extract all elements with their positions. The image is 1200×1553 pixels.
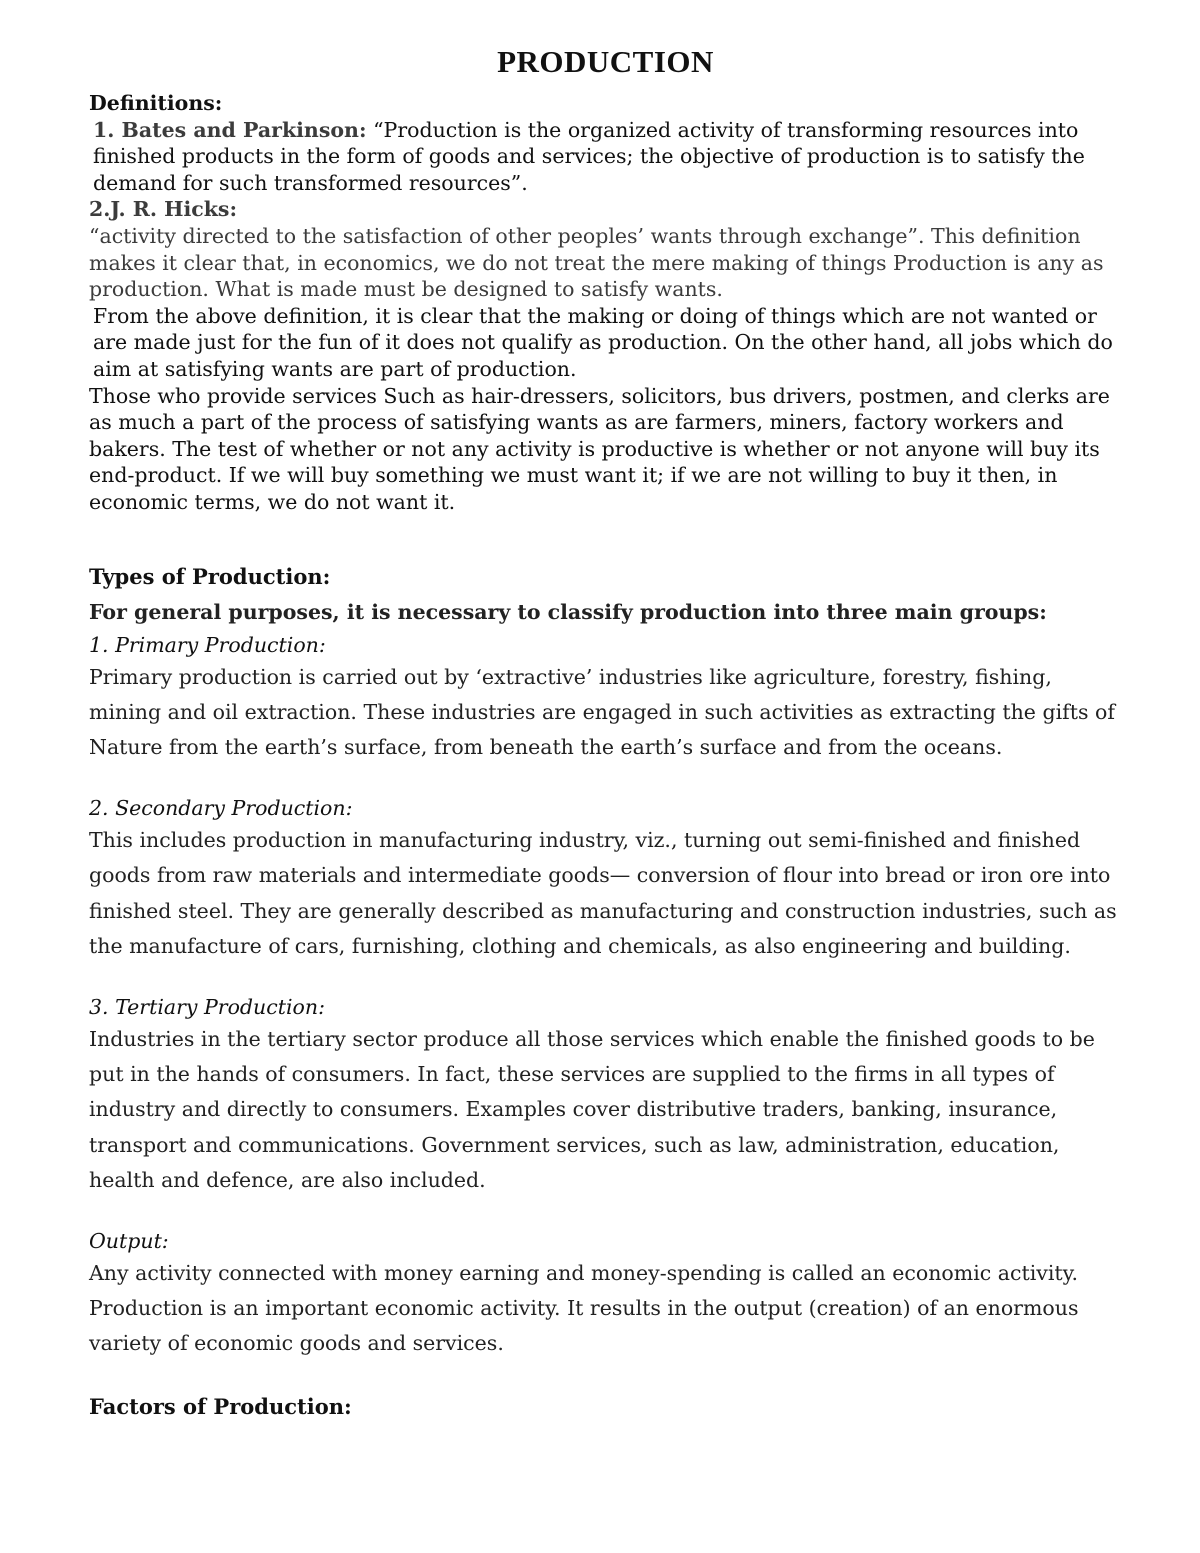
definition-hicks-label: 2.J. R. Hicks: [89,197,238,222]
definition-bates-parkinson [89,117,1122,197]
tertiary-production-text: Industries in the tertiary sector produce all those services which enable the finished goods to be put in the hands of consumers. In fact, these services are supplied to the firms in all types of industry and directly to consumers. Examples cover distributive traders, banking, insurance, transport and communications. Government services, such as law, administration, education, health and defence, are also included. [89,1026,1095,1192]
output-label: Output: [89,1228,169,1253]
definition-paragraph-1: From the above definition, it is clear that the making or doing of things which are not wanted or are made just for the fun of it does not qualify as production. On the other hand, all jobs which do aim at satisfying wants are part of production. [93,303,1113,381]
types-lead: For general purposes, it is necessary to classify production into three main groups: [89,599,1047,624]
primary-production-text: Primary production is carried out by ‘extractive’ industries like agriculture, forestry, fishing, mining and oil extraction. These industries are engaged in such activities as extracting the gifts of Nature from the earth’s surface, from beneath the earth’s surface and from the oceans. [89,664,1115,759]
definition-bates-label: 1. Bates and Parkinson: [93,117,367,142]
definition-paragraph-2: Those who provide services Such as hair-dressers, solicitors, bus drivers, postmen, and clerks are as much a part of the process of satisfying wants as are farmers, miners, factory workers and bakers. The test of whether or not any activity is productive is whether or not anyone will buy its end-product. If we will buy something we must want it; if we are not willing to buy it then, in economic terms, we do not want it. [89,383,1110,514]
output-text: Any activity connected with money earning and money-spending is called an economic activity. Production is an important economic activity. It results in the output (creation) of an enormous variety of economic goods and services. [89,1260,1079,1356]
definitions-heading: Definitions: [89,91,223,115]
primary-production-label: 1. Primary Production: [89,632,326,657]
types-heading: Types of Production: [89,563,331,589]
secondary-production-label: 2. Secondary Production: [89,796,353,821]
tertiary-production-label: 3. Tertiary Production: [89,994,325,1019]
definition-bates-text: “Production is the organized activity of transforming resources into finished products in the form of goods and services; the objective of production is to satisfy the demand for such transformed resources”. [93,117,1085,195]
definition-hicks-text: “activity directed to the satisfaction of other peoples’ wants through exchange”. This definition makes it clear that, in economics, we do not treat the mere making of things Production is any as production. What is made must be designed to satisfy wants. [89,223,1104,302]
secondary-production-text: This includes production in manufacturing industry, viz., turning out semi-finished and finished goods from raw materials and intermediate goods— conversion of flour into bread or iron ore into finished steel. They are generally described as manufacturing and construction industries, such as the manufacture of cars, furnishing, clothing and chemicals, as also engineering and building. [89,828,1117,958]
factors-heading: Factors of Production: [89,1393,352,1419]
page-title: PRODUCTION [497,44,714,79]
